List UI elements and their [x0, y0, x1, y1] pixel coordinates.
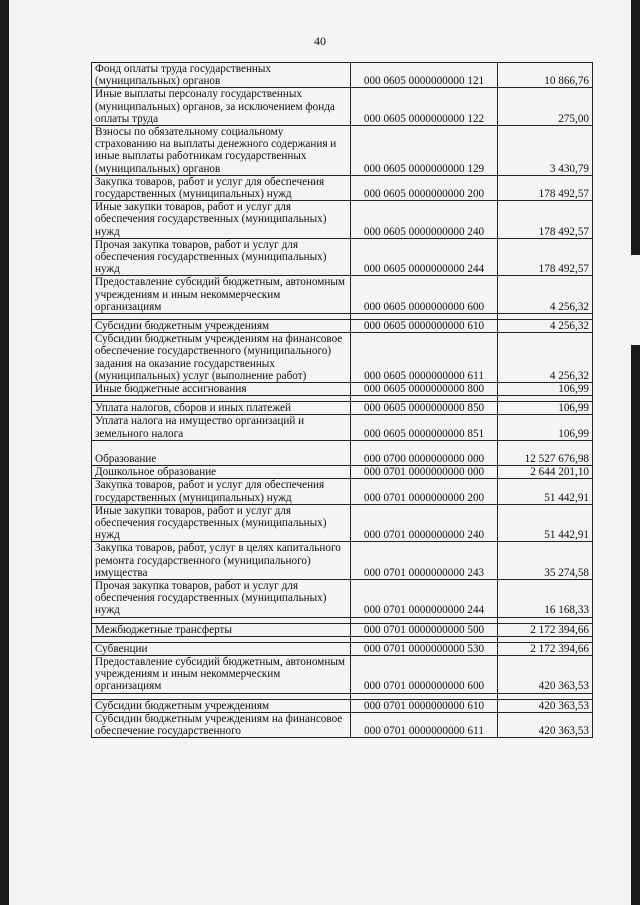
table-row — [92, 88, 593, 126]
row-name: Субвенции — [92, 642, 351, 655]
row-amount: 106,99 — [498, 415, 593, 440]
row-name: Образование — [92, 440, 351, 465]
row-code: 000 0605 0000000000 129 — [351, 126, 498, 176]
row-amount: 106,99 — [498, 383, 593, 396]
row-amount: 51 442,91 — [498, 479, 593, 504]
row-amount: 178 492,57 — [498, 201, 593, 239]
row-name: Дошкольное образование — [92, 466, 351, 479]
row-amount: 2 172 394,66 — [498, 642, 593, 655]
row-name: Взносы по обязательному социальному страхованию на выплаты денежного содержания и иные выплаты работникам государственных (муниципальных) органов — [92, 126, 351, 176]
row-code: 000 0700 0000000000 000 — [351, 440, 498, 465]
row-amount: 420 363,53 — [498, 655, 593, 693]
row-code: 000 0605 0000000000 851 — [351, 415, 498, 440]
row-name: Фонд оплаты труда государственных (муниципальных) органов — [92, 63, 351, 88]
row-amount: 12 527 676,98 — [498, 440, 593, 465]
table-row — [92, 479, 593, 504]
row-amount: 420 363,53 — [498, 699, 593, 712]
row-code: 000 0701 0000000000 600 — [351, 655, 498, 693]
row-code: 000 0605 0000000000 850 — [351, 402, 498, 415]
table-row — [92, 623, 593, 636]
row-name: Межбюджетные трансферты — [92, 623, 351, 636]
table-row — [92, 579, 593, 617]
scan-edge-left — [0, 0, 9, 905]
table-row — [92, 655, 593, 693]
row-amount: 2 172 394,66 — [498, 623, 593, 636]
row-amount: 16 168,33 — [498, 579, 593, 617]
row-name: Субсидии бюджетным учреждениям на финансовое обеспечение государственного (муниципального) задания на оказание государственных (муниципальных) услуг (выполнение работ) — [92, 333, 351, 383]
row-code: 000 0605 0000000000 121 — [351, 63, 498, 88]
row-code: 000 0605 0000000000 600 — [351, 276, 498, 314]
row-code: 000 0701 0000000000 610 — [351, 699, 498, 712]
table-row — [92, 126, 593, 176]
row-amount: 4 256,32 — [498, 333, 593, 383]
table-row — [92, 383, 593, 396]
row-amount: 3 430,79 — [498, 126, 593, 176]
table-row — [92, 333, 593, 383]
table-row — [92, 201, 593, 239]
table-row — [92, 699, 593, 712]
row-amount: 2 644 201,10 — [498, 466, 593, 479]
row-code: 000 0605 0000000000 244 — [351, 238, 498, 276]
row-code: 000 0605 0000000000 200 — [351, 175, 498, 200]
row-name: Прочая закупка товаров, работ и услуг для обеспечения государственных (муниципальных) нужд — [92, 579, 351, 617]
row-code: 000 0605 0000000000 611 — [351, 333, 498, 383]
row-name: Субсидии бюджетным учреждениям — [92, 699, 351, 712]
row-code: 000 0701 0000000000 200 — [351, 479, 498, 504]
row-amount: 106,99 — [498, 402, 593, 415]
row-amount: 51 442,91 — [498, 504, 593, 542]
table-row — [92, 238, 593, 276]
row-name: Закупка товаров, работ, услуг в целях капитального ремонта государственного (муниципального) имущества — [92, 542, 351, 580]
table-row — [92, 402, 593, 415]
table-row — [92, 440, 593, 465]
table-row — [92, 504, 593, 542]
page-number: 40 — [314, 34, 326, 48]
row-name: Закупка товаров, работ и услуг для обеспечения государственных (муниципальных) нужд — [92, 175, 351, 200]
row-amount: 4 256,32 — [498, 276, 593, 314]
row-name: Субсидии бюджетным учреждениям на финансовое обеспечение государственного — [92, 712, 351, 737]
row-amount: 4 256,32 — [498, 320, 593, 333]
row-code: 000 0605 0000000000 610 — [351, 320, 498, 333]
row-amount: 35 274,58 — [498, 542, 593, 580]
row-name: Закупка товаров, работ и услуг для обеспечения государственных (муниципальных) нужд — [92, 479, 351, 504]
row-amount: 10 866,76 — [498, 63, 593, 88]
row-code: 000 0701 0000000000 500 — [351, 623, 498, 636]
row-amount: 178 492,57 — [498, 238, 593, 276]
row-code: 000 0605 0000000000 240 — [351, 201, 498, 239]
budget-table — [91, 62, 593, 738]
table-row — [92, 276, 593, 314]
row-name: Иные выплаты персоналу государственных (муниципальных) органов, за исключением фонда оплаты труда — [92, 88, 351, 126]
row-name: Уплата налога на имущество организаций и земельного налога — [92, 415, 351, 440]
row-code: 000 0701 0000000000 243 — [351, 542, 498, 580]
row-name: Уплата налогов, сборов и иных платежей — [92, 402, 351, 415]
row-name: Иные закупки товаров, работ и услуг для обеспечения государственных (муниципальных) нужд — [92, 201, 351, 239]
row-name: Субсидии бюджетным учреждениям — [92, 320, 351, 333]
row-name: Прочая закупка товаров, работ и услуг для обеспечения государственных (муниципальных) нужд — [92, 238, 351, 276]
table-row — [92, 542, 593, 580]
row-name: Иные бюджетные ассигнования — [92, 383, 351, 396]
row-code: 000 0701 0000000000 611 — [351, 712, 498, 737]
row-amount: 178 492,57 — [498, 175, 593, 200]
table-row — [92, 642, 593, 655]
table-row — [92, 712, 593, 737]
row-code: 000 0701 0000000000 530 — [351, 642, 498, 655]
table-row — [92, 415, 593, 440]
row-code: 000 0701 0000000000 244 — [351, 579, 498, 617]
table-row — [92, 320, 593, 333]
table-row — [92, 63, 593, 88]
row-amount: 275,00 — [498, 88, 593, 126]
row-code: 000 0701 0000000000 000 — [351, 466, 498, 479]
row-name: Иные закупки товаров, работ и услуг для обеспечения государственных (муниципальных) нужд — [92, 504, 351, 542]
row-code: 000 0701 0000000000 240 — [351, 504, 498, 542]
row-code: 000 0605 0000000000 122 — [351, 88, 498, 126]
row-name: Предоставление субсидий бюджетным, автономным учреждениям и иным некоммерческим организациям — [92, 276, 351, 314]
row-code: 000 0605 0000000000 800 — [351, 383, 498, 396]
scan-edge-right-bottom — [631, 345, 640, 905]
row-amount: 420 363,53 — [498, 712, 593, 737]
row-name: Предоставление субсидий бюджетным, автономным учреждениям и иным некоммерческим организациям — [92, 655, 351, 693]
table-row — [92, 466, 593, 479]
table-row — [92, 175, 593, 200]
